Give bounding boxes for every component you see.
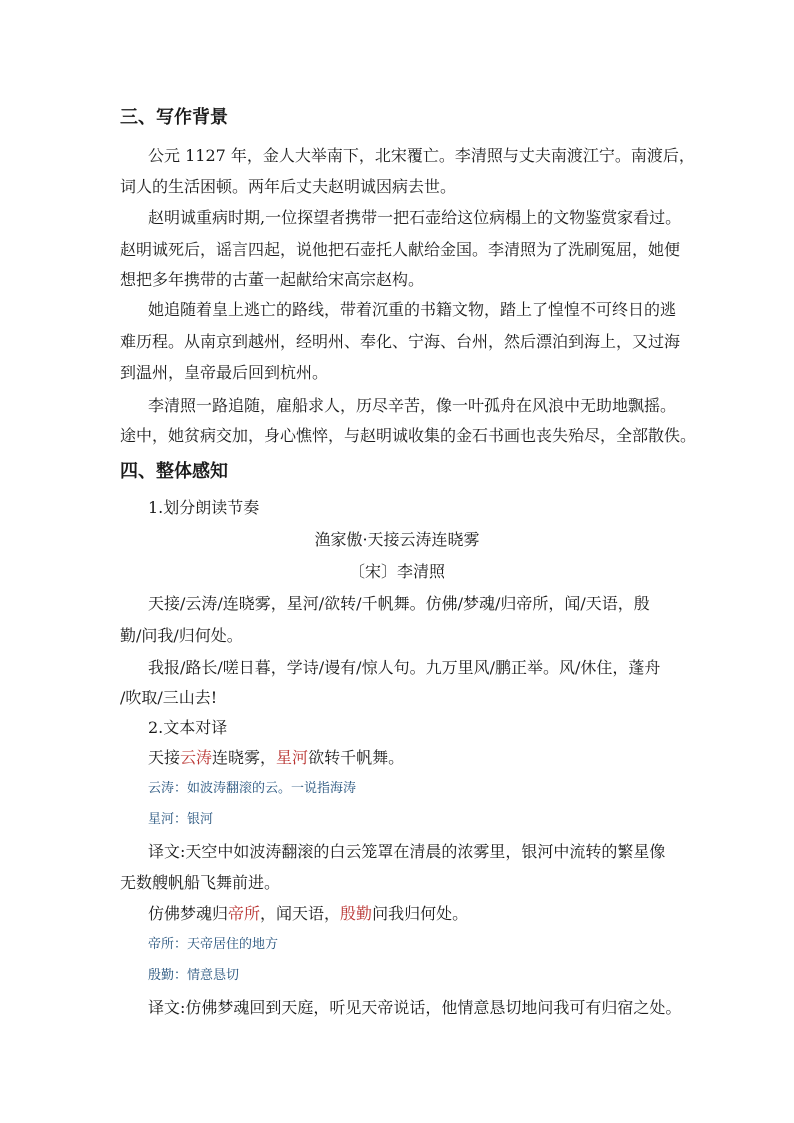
verse-line2 — [148, 904, 468, 924]
translation1-line2: 无数艘帆船飞舞前进。 — [120, 873, 281, 892]
rhythm-line4: /吹取/三山去! — [120, 688, 218, 707]
keyword-yuntao: 云涛 — [180, 748, 213, 767]
para4-line1: 李清照一路追随，雇船求人，历尽辛苦，像一叶孤舟在风浪中无助地飘摇。 — [148, 396, 677, 415]
para3-line2: 难历程。从南京到越州，经明州、奉化、宁海、台州，然后漂泊到海上，又过海 — [120, 332, 681, 351]
verse-text: 天接 — [148, 748, 181, 767]
item2-label: 2.文本对译 — [148, 718, 228, 737]
verse-text: ，闻天语， — [260, 904, 341, 923]
translation1-line1: 译文:天空中如波涛翻滚的白云笼罩在清晨的浓雾里，银河中流转的繁星像 — [148, 842, 666, 861]
para2-line3: 想把多年携带的古董一起献给宋高宗赵构。 — [120, 270, 425, 289]
note-xinghe: 星河：银河 — [148, 812, 214, 827]
verse-text: 问我归何处。 — [372, 904, 469, 923]
rhythm-line2: 勤/问我/归何处。 — [120, 626, 243, 645]
verse-text: 仿佛梦魂归 — [148, 904, 229, 923]
note-yinqin: 殷勤：情意恳切 — [148, 968, 240, 983]
rhythm-line3: 我报/路长/嗟日暮，学诗/谩有/惊人句。九万里风/鹏正举。风/休住，蓬舟 — [148, 658, 661, 677]
keyword-yinqin: 殷勤 — [340, 904, 373, 923]
para3-line1: 她追随着皇上逃亡的路线，带着沉重的书籍文物，踏上了惶惶不可终日的逃 — [148, 300, 677, 319]
rhythm-line1: 天接/云涛/连晓雾，星河/欲转/千帆舞。仿佛/梦魂/归帝所，闻/天语，殷 — [148, 594, 650, 613]
section4-heading: 四、整体感知 — [120, 461, 228, 482]
note-disuo: 帝所：天帝居住的地方 — [148, 937, 279, 952]
para3-line3: 到温州，皇帝最后回到杭州。 — [120, 363, 329, 382]
keyword-disuo: 帝所 — [228, 904, 261, 923]
para2-line2: 赵明诚死后，谣言四起，说他把石壶托人献给金国。李清照为了洗刷冤屈，她便 — [120, 240, 681, 259]
keyword-xinghe: 星河 — [276, 748, 309, 767]
poem-title: 渔家傲·天接云涛连晓雾 — [314, 530, 480, 549]
translation2-line: 译文:仿佛梦魂回到天庭，听见天帝说话，他情意恳切地问我可有归宿之处。 — [148, 998, 682, 1017]
para2-line1: 赵明诚重病时期,一位探望者携带一把石壶给这位病榻上的文物鉴赏家看过。 — [148, 208, 682, 227]
para1-line1: 公元 1127 年，金人大举南下，北宋覆亡。李清照与丈夫南渡江宁。南渡后， — [148, 146, 695, 165]
verse-line1 — [148, 748, 404, 768]
para4-line2: 途中，她贫病交加，身心憔悴，与赵明诚收集的金石书画也丧失殆尽，全部散佚。 — [120, 426, 697, 445]
para1-line2: 词人的生活困顿。两年后丈夫赵明诚因病去世。 — [120, 177, 457, 196]
verse-text: 连晓雾， — [212, 748, 277, 767]
item1-label: 1.划分朗读节奏 — [148, 498, 260, 517]
section3-heading: 三、写作背景 — [120, 107, 228, 128]
verse-text: 欲转千帆舞。 — [308, 748, 405, 767]
note-yuntao: 云涛：如波涛翻滚的云。一说指海涛 — [148, 781, 357, 796]
poem-author: 〔宋〕李清照 — [348, 562, 445, 581]
